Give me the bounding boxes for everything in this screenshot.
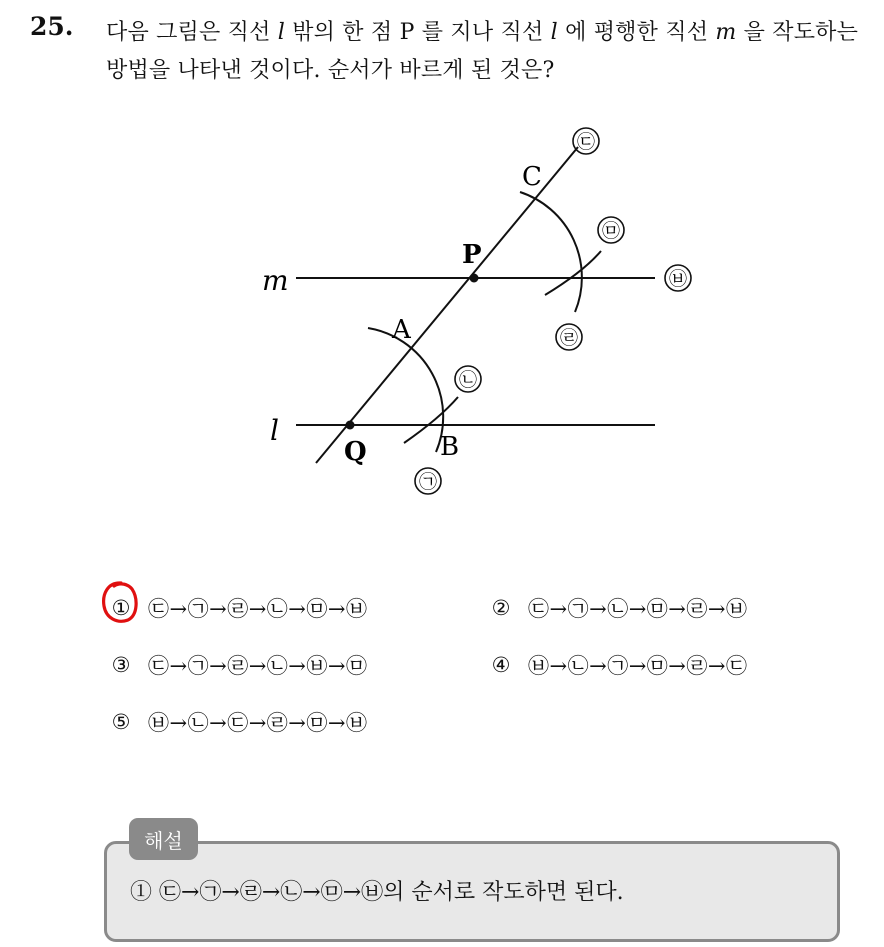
question-number: 25. xyxy=(30,12,74,41)
option-sequence: ㉢→㉠→㉣→㉡→㉤→㉥ xyxy=(148,597,368,621)
option-1[interactable] xyxy=(108,593,367,623)
step-marker-4 xyxy=(556,324,582,350)
step-marker-3 xyxy=(573,128,599,154)
line-l-symbol: l xyxy=(277,20,285,45)
step-marker-3-glyph: ㉢ xyxy=(577,132,595,153)
option-sequence: ㉥→㉡→㉢→㉣→㉤→㉥ xyxy=(148,711,368,735)
label-a: A xyxy=(392,315,411,345)
step-marker-5-glyph: ㉤ xyxy=(602,221,620,242)
label-m: m xyxy=(262,264,289,297)
label-p: P xyxy=(462,240,482,270)
step-marker-5 xyxy=(598,217,624,243)
label-l: l xyxy=(270,414,279,447)
label-b: B xyxy=(440,432,460,462)
option-number: ④ xyxy=(491,653,511,677)
question-text-part: 밖의 한 점 P 를 지나 직선 xyxy=(285,20,551,45)
line-l-symbol: l xyxy=(550,20,558,45)
point-q xyxy=(346,421,355,430)
option-5[interactable] xyxy=(108,707,367,737)
option-number: ① xyxy=(111,596,131,620)
arc-small-d xyxy=(545,251,601,295)
question-text-part: 에 평행한 직선 xyxy=(557,20,716,45)
question-text-part: 다음 그림은 직선 xyxy=(106,20,278,45)
explanation-tag: 해설 xyxy=(129,818,198,860)
option-number: ⑤ xyxy=(111,710,131,734)
point-p xyxy=(470,274,479,283)
line-m-symbol: m xyxy=(715,20,737,45)
transversal-line xyxy=(316,147,578,463)
option-sequence: ㉢→㉠→㉣→㉡→㉥→㉤ xyxy=(148,654,368,678)
label-q: Q xyxy=(344,437,367,467)
option-number: ② xyxy=(491,596,511,620)
option-sequence: ㉢→㉠→㉡→㉤→㉣→㉥ xyxy=(528,597,748,621)
question-text-part: 을 작도하는 방법을 나타낸 것이다. 순서가 바르게 된 것은? xyxy=(106,20,859,83)
option-4[interactable] xyxy=(488,650,747,680)
step-marker-1-glyph: ㉠ xyxy=(419,472,437,493)
arc-q xyxy=(368,328,443,452)
step-marker-2-glyph: ㉡ xyxy=(459,370,477,391)
step-marker-6-glyph: ㉥ xyxy=(669,269,687,290)
arc-p xyxy=(520,192,582,312)
option-number: ③ xyxy=(111,653,131,677)
option-sequence: ㉥→㉡→㉠→㉤→㉣→㉢ xyxy=(528,654,748,678)
label-c: C xyxy=(522,162,542,192)
option-2[interactable] xyxy=(488,593,747,623)
step-marker-2 xyxy=(455,366,481,392)
step-marker-4-glyph: ㉣ xyxy=(560,328,578,349)
option-3[interactable] xyxy=(108,650,367,680)
step-marker-6 xyxy=(665,265,691,291)
step-marker-1 xyxy=(415,468,441,494)
explanation-text: ① ㉢→㉠→㉣→㉡→㉤→㉥의 순서로 작도하면 된다. xyxy=(130,880,624,905)
